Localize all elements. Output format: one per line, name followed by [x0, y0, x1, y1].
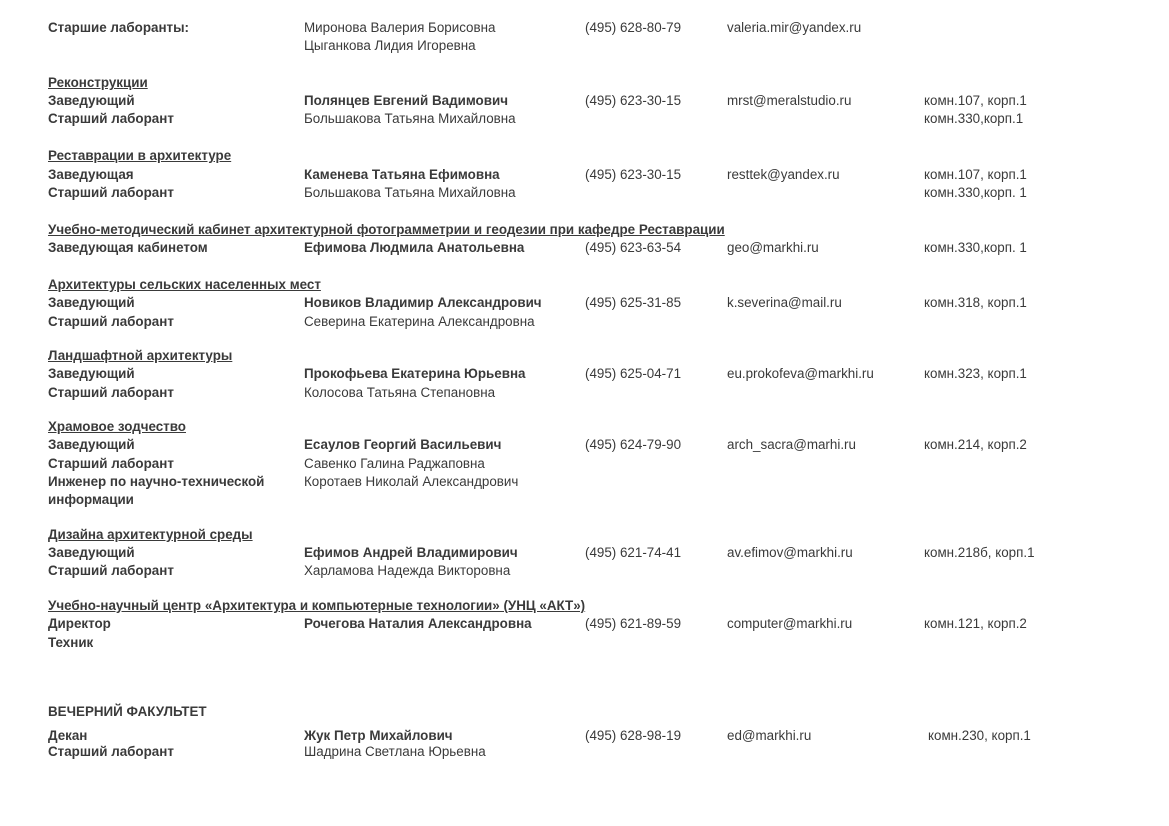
email-address: computer@markhi.ru: [727, 616, 853, 631]
staff-row: [0, 491, 1169, 509]
phone-number: (495) 623-30-15: [585, 167, 682, 182]
staff-row: [0, 37, 1169, 55]
email-address: ed@markhi.ru: [727, 728, 812, 743]
person-name: Прокофьева Екатерина Юрьевна: [304, 366, 526, 381]
department-title: Ландшафтной архитектуры: [48, 348, 233, 363]
room-location: комн.330,корп.1: [924, 111, 1024, 126]
staff-row: [0, 743, 1169, 761]
room-location: комн.107, корп.1: [924, 167, 1027, 182]
phone-number: (495) 623-30-15: [585, 93, 682, 108]
email-address: resttek@yandex.ru: [727, 167, 840, 182]
department-heading: [0, 147, 1169, 165]
person-name: Ефимова Людмила Анатольевна: [304, 240, 525, 255]
role-label: Старший лаборант: [48, 385, 174, 400]
phone-number: (495) 624-79-90: [585, 437, 682, 452]
person-name: Есаулов Георгий Васильевич: [304, 437, 502, 452]
role-label: Заведующий: [48, 545, 135, 560]
person-name: Колосова Татьяна Степановна: [304, 385, 496, 400]
phone-number: (495) 621-89-59: [585, 616, 682, 631]
role-label: Техник: [48, 635, 94, 650]
email-address: k.severina@mail.ru: [727, 295, 842, 310]
person-name: Новиков Владимир Александрович: [304, 295, 542, 310]
room-location: комн.330,корп. 1: [924, 240, 1027, 255]
staff-row: [0, 562, 1169, 580]
person-name: Большакова Татьяна Михайловна: [304, 185, 516, 200]
role-label: Заведующая: [48, 167, 134, 182]
department-heading: [0, 597, 1169, 615]
email-address: geo@markhi.ru: [727, 240, 819, 255]
role-label: Заведующий: [48, 93, 135, 108]
person-name: Коротаев Николай Александрович: [304, 474, 519, 489]
person-name: Харламова Надежда Викторовна: [304, 563, 511, 578]
staff-row: [0, 184, 1169, 202]
department-title: Учебно-методический кабинет архитектурной фотограмметрии и геодезии при кафедре Реставрации: [48, 222, 725, 237]
person-name: Полянцев Евгений Вадимович: [304, 93, 508, 108]
room-location: комн.330,корп. 1: [924, 185, 1027, 200]
phone-number: (495) 623-63-54: [585, 240, 682, 255]
person-name: Миронова Валерия Борисовна: [304, 20, 496, 35]
staff-row: [0, 92, 1169, 110]
department-heading: [0, 74, 1169, 92]
role-label: Старший лаборант: [48, 314, 174, 329]
phone-number: (495) 628-98-19: [585, 728, 682, 743]
staff-row: [0, 436, 1169, 454]
role-label: Декан: [48, 728, 88, 743]
department-title: Учебно-научный центр «Архитектура и компьютерные технологии» (УНЦ «АКТ»): [48, 598, 586, 613]
person-name: Большакова Татьяна Михайловна: [304, 111, 516, 126]
phone-number: (495) 628-80-79: [585, 20, 682, 35]
department-heading: [0, 526, 1169, 544]
department-title: Дизайна архитектурной среды: [48, 527, 253, 542]
phone-number: (495) 625-31-85: [585, 295, 682, 310]
role-label: Заведующий: [48, 295, 135, 310]
room-location: комн.218б, корп.1: [924, 545, 1035, 560]
staff-row: [0, 294, 1169, 312]
role-label: Заведующая кабинетом: [48, 240, 208, 255]
role-label: Заведующий: [48, 437, 135, 452]
department-heading: [0, 347, 1169, 365]
email-address: mrst@meralstudio.ru: [727, 93, 852, 108]
phone-number: (495) 621-74-41: [585, 545, 682, 560]
role-label: Директор: [48, 616, 111, 631]
staff-row: [0, 544, 1169, 562]
staff-row: [0, 473, 1169, 491]
staff-row: [0, 615, 1169, 633]
role-label: Заведующий: [48, 366, 135, 381]
staff-row: [0, 455, 1169, 473]
person-name: Жук Петр Михайлович: [304, 728, 453, 743]
department-heading: [0, 418, 1169, 436]
staff-row: [0, 110, 1169, 128]
department-heading: [0, 276, 1169, 294]
room-location: комн.318, корп.1: [924, 295, 1027, 310]
role-label: Старший лаборант: [48, 744, 174, 759]
department-heading: [0, 221, 1169, 239]
faculty-heading: [0, 703, 1169, 721]
room-location: комн.121, корп.2: [924, 616, 1027, 631]
staff-row: [0, 239, 1169, 257]
person-name: Северина Екатерина Александровна: [304, 314, 535, 329]
email-address: valeria.mir@yandex.ru: [727, 20, 862, 35]
role-label-continued: информации: [48, 492, 134, 507]
role-label: Старший лаборант: [48, 185, 174, 200]
person-name: Каменева Татьяна Ефимовна: [304, 167, 500, 182]
department-title: Реставрации в архитектуре: [48, 148, 232, 163]
phone-number: (495) 625-04-71: [585, 366, 682, 381]
room-location: комн.107, корп.1: [924, 93, 1027, 108]
staff-row: [0, 19, 1169, 37]
department-title: Архитектуры сельских населенных мест: [48, 277, 321, 292]
staff-row: [0, 166, 1169, 184]
role-label: Старший лаборант: [48, 563, 174, 578]
role-label: Инженер по научно-технической: [48, 474, 265, 489]
role-label: Старший лаборант: [48, 111, 174, 126]
role-label: Старший лаборант: [48, 456, 174, 471]
staff-row: [0, 384, 1169, 402]
room-location: комн.214, корп.2: [924, 437, 1027, 452]
room-location: комн.230, корп.1: [928, 728, 1031, 743]
person-name: Рочегова Наталия Александровна: [304, 616, 532, 631]
staff-row: [0, 365, 1169, 383]
email-address: arch_sacra@marhi.ru: [727, 437, 856, 452]
department-title: Реконструкции: [48, 75, 148, 90]
staff-row: [0, 313, 1169, 331]
person-name: Цыганкова Лидия Игоревна: [304, 38, 476, 53]
department-title: Храмовое зодчество: [48, 419, 186, 434]
person-name: Ефимов Андрей Владимирович: [304, 545, 518, 560]
staff-row: [0, 634, 1169, 652]
email-address: av.efimov@markhi.ru: [727, 545, 853, 560]
person-name: Шадрина Светлана Юрьевна: [304, 744, 486, 759]
room-location: комн.323, корп.1: [924, 366, 1027, 381]
faculty-title: ВЕЧЕРНИЙ ФАКУЛЬТЕТ: [48, 704, 207, 719]
person-name: Савенко Галина Раджаповна: [304, 456, 485, 471]
role-label: Старшие лаборанты:: [48, 20, 189, 35]
email-address: eu.prokofeva@markhi.ru: [727, 366, 874, 381]
